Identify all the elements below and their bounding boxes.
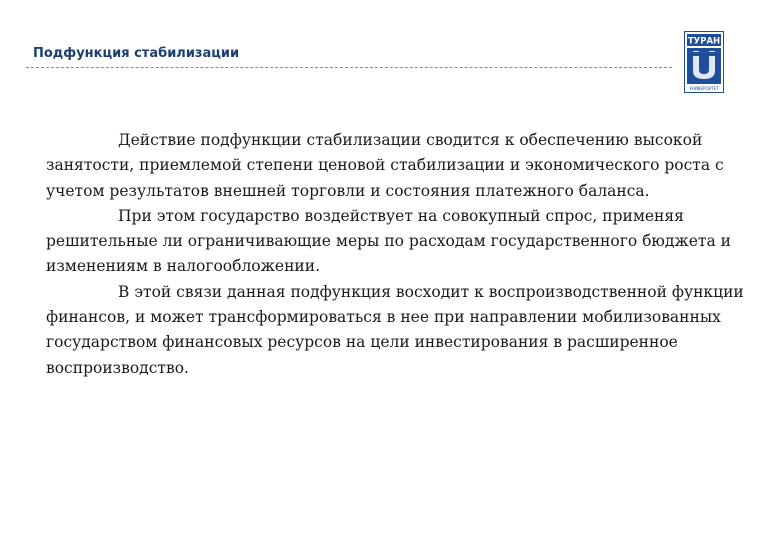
logo-bottom-text: УНИВЕРСИТЕТ bbox=[689, 86, 719, 91]
slide-body bbox=[46, 128, 746, 381]
logo-top-text: ТУРАН bbox=[687, 36, 721, 47]
paragraph-2: При этом государство воздействует на совокупный спрос, применяя решительные ли ограничивающие меры по расходам государственного бюджета и изменениям в налогообложении. bbox=[46, 206, 731, 276]
paragraph-3: В этой связи данная подфункция восходит к воспроизводственной функции финансов, и может трансформироваться в нее при направлении мобилизованных государством финансовых ресурсов на цели инвестирования в расширенное воспроизводство. bbox=[46, 282, 744, 377]
slide-title: Подфункция стабилизации bbox=[33, 46, 240, 61]
turan-university-logo bbox=[684, 31, 724, 93]
header-divider bbox=[26, 67, 672, 68]
logo-graphic bbox=[684, 31, 724, 93]
paragraph-1: Действие подфункции стабилизации сводится к обеспечению высокой занятости, приемлемой степени ценовой стабилизации и экономического роста с учетом результатов внешней торговли и состояния платежного баланса. bbox=[46, 131, 724, 200]
